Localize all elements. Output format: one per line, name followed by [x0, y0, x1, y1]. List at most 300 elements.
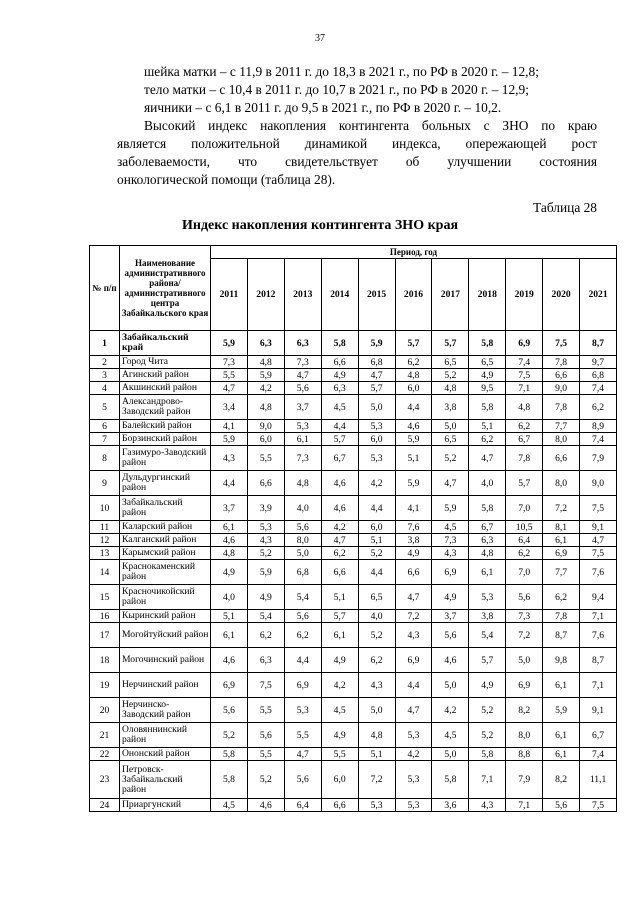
index-value: 5,6	[284, 761, 321, 799]
index-value: 5,0	[358, 395, 395, 420]
index-value: 4,0	[469, 471, 506, 496]
index-value: 6,5	[358, 585, 395, 610]
index-value: 5,6	[543, 799, 580, 812]
row-number: 11	[90, 521, 120, 534]
index-value: 4,8	[211, 547, 248, 560]
table-row	[90, 395, 617, 420]
index-value: 7,3	[284, 356, 321, 369]
index-value: 5,6	[432, 623, 469, 648]
index-value: 3,4	[211, 395, 248, 420]
index-value: 4,2	[358, 471, 395, 496]
paragraph-rates	[117, 63, 597, 117]
index-value: 4,6	[211, 648, 248, 673]
index-value: 4,6	[432, 648, 469, 673]
index-value: 4,8	[469, 547, 506, 560]
index-value: 4,9	[432, 585, 469, 610]
index-value: 6,2	[395, 356, 432, 369]
index-value: 6,2	[284, 623, 321, 648]
index-value: 8,1	[543, 521, 580, 534]
district-name: Агинский район	[120, 369, 211, 382]
index-value: 6,6	[321, 799, 358, 812]
district-name: Карымский район	[120, 547, 211, 560]
index-value: 7,4	[580, 382, 617, 395]
index-value: 5,7	[321, 610, 358, 623]
index-value: 8,7	[580, 331, 617, 356]
index-value: 5,2	[469, 723, 506, 748]
index-value: 4,9	[211, 560, 248, 585]
district-name: Оловяннинский район	[120, 723, 211, 748]
district-name: Город Чита	[120, 356, 211, 369]
header-year: 2015	[358, 259, 395, 331]
index-value: 6,2	[469, 433, 506, 446]
index-value: 4,5	[432, 521, 469, 534]
index-value: 4,5	[321, 698, 358, 723]
row-number: 1	[90, 331, 120, 356]
index-value: 5,4	[284, 585, 321, 610]
text-line: тело матки – с 10,4 в 2011 г. до 10,7 в 2021 г., по РФ в 2020 г. – 12,9;	[144, 82, 529, 97]
index-value: 3,7	[211, 496, 248, 521]
row-number: 15	[90, 585, 120, 610]
index-value: 6,3	[284, 331, 321, 356]
index-value: 5,8	[469, 748, 506, 761]
table-row	[90, 433, 617, 446]
index-value: 6,5	[432, 356, 469, 369]
header-num: № п/п	[90, 246, 120, 331]
district-name: Акшинский район	[120, 382, 211, 395]
index-value: 4,2	[432, 698, 469, 723]
index-value: 5,2	[211, 723, 248, 748]
district-name: Краснокаменский район	[120, 560, 211, 585]
header-year: 2020	[543, 259, 580, 331]
index-value: 6,2	[506, 420, 543, 433]
table-row	[90, 369, 617, 382]
table-row	[90, 610, 617, 623]
text-line: является положительной динамикой индекса, опережающей рост	[117, 136, 597, 151]
district-name: Борзинский район	[120, 433, 211, 446]
header-year: 2011	[211, 259, 248, 331]
index-value: 3,8	[395, 534, 432, 547]
index-value: 6,0	[358, 521, 395, 534]
index-value: 4,3	[469, 799, 506, 812]
index-value: 9,0	[580, 471, 617, 496]
table-row	[90, 331, 617, 356]
index-value: 7,5	[506, 369, 543, 382]
index-value: 5,6	[247, 723, 284, 748]
district-name: Кыринский район	[120, 610, 211, 623]
row-number: 17	[90, 623, 120, 648]
index-value: 5,8	[321, 331, 358, 356]
index-value: 5,3	[395, 799, 432, 812]
header-year: 2017	[432, 259, 469, 331]
header-year: 2012	[247, 259, 284, 331]
district-name: Ононский район	[120, 748, 211, 761]
table-row	[90, 623, 617, 648]
index-value: 5,9	[395, 471, 432, 496]
index-value: 6,5	[469, 356, 506, 369]
index-value: 8,0	[543, 433, 580, 446]
index-value: 9,1	[580, 698, 617, 723]
index-value: 4,0	[358, 610, 395, 623]
index-value: 7,1	[469, 761, 506, 799]
index-value: 5,3	[358, 446, 395, 471]
index-value: 7,6	[395, 521, 432, 534]
district-name: Александрово-Заводский район	[120, 395, 211, 420]
index-value: 6,9	[395, 648, 432, 673]
index-value: 4,3	[432, 547, 469, 560]
index-value: 7,8	[543, 610, 580, 623]
index-value: 5,0	[432, 420, 469, 433]
table-row	[90, 420, 617, 433]
district-name: Нерчинский район	[120, 673, 211, 698]
index-value: 3,9	[247, 496, 284, 521]
index-value: 4,2	[395, 748, 432, 761]
index-value: 7,3	[506, 610, 543, 623]
index-value: 7,8	[506, 446, 543, 471]
index-value: 5,0	[284, 547, 321, 560]
index-value: 6,1	[284, 433, 321, 446]
header-name: Наименование административного района/ административного центра Забайкальского края	[120, 246, 211, 331]
district-name: Петровск-Забайкальский район	[120, 761, 211, 799]
index-value: 4,7	[284, 369, 321, 382]
index-value: 4,3	[247, 534, 284, 547]
district-name: Забайкальский край	[120, 331, 211, 356]
index-value: 8,0	[543, 471, 580, 496]
index-value: 4,6	[321, 471, 358, 496]
row-number: 8	[90, 446, 120, 471]
index-value: 6,1	[543, 748, 580, 761]
index-value: 9,0	[247, 420, 284, 433]
index-value: 6,7	[580, 723, 617, 748]
index-value: 7,3	[211, 356, 248, 369]
index-value: 6,3	[247, 331, 284, 356]
index-value: 4,5	[432, 723, 469, 748]
index-value: 5,3	[284, 698, 321, 723]
index-value: 5,5	[247, 748, 284, 761]
index-value: 5,0	[358, 698, 395, 723]
page-number: 37	[315, 33, 325, 44]
accumulation-index-table	[89, 245, 617, 812]
index-value: 5,4	[247, 610, 284, 623]
index-value: 5,2	[247, 761, 284, 799]
district-name: Могочинский район	[120, 648, 211, 673]
index-value: 7,2	[358, 761, 395, 799]
table-row	[90, 534, 617, 547]
index-value: 4,9	[247, 585, 284, 610]
index-value: 4,1	[395, 496, 432, 521]
row-number: 24	[90, 799, 120, 812]
index-value: 8,9	[580, 420, 617, 433]
index-value: 4,9	[395, 547, 432, 560]
index-value: 3,8	[469, 610, 506, 623]
district-name: Забайкальский район	[120, 496, 211, 521]
table-row	[90, 547, 617, 560]
index-value: 4,2	[321, 521, 358, 534]
index-value: 4,8	[247, 356, 284, 369]
index-value: 3,6	[432, 799, 469, 812]
index-value: 6,1	[543, 673, 580, 698]
index-value: 4,6	[321, 496, 358, 521]
index-value: 6,9	[506, 331, 543, 356]
table-row	[90, 560, 617, 585]
index-value: 4,8	[395, 369, 432, 382]
index-value: 5,8	[432, 761, 469, 799]
index-value: 4,9	[321, 648, 358, 673]
index-value: 5,8	[469, 331, 506, 356]
index-value: 5,2	[469, 698, 506, 723]
index-value: 4,9	[321, 723, 358, 748]
index-value: 5,8	[469, 496, 506, 521]
index-value: 6,9	[211, 673, 248, 698]
index-value: 5,4	[469, 623, 506, 648]
index-value: 5,9	[247, 560, 284, 585]
index-value: 3,8	[432, 395, 469, 420]
index-value: 6,0	[395, 382, 432, 395]
index-value: 5,7	[395, 331, 432, 356]
index-value: 4,7	[358, 369, 395, 382]
index-value: 8,0	[284, 534, 321, 547]
index-value: 5,3	[395, 723, 432, 748]
index-value: 6,4	[506, 534, 543, 547]
text-line: яичники – с 6,1 в 2011 г. до 9,5 в 2021 г., по РФ в 2020 г. – 10,2.	[144, 100, 502, 115]
index-value: 7,2	[543, 496, 580, 521]
text-line: онкологической помощи (таблица 28).	[117, 172, 336, 187]
index-value: 6,3	[469, 534, 506, 547]
index-value: 7,6	[580, 623, 617, 648]
table-row	[90, 673, 617, 698]
index-value: 5,7	[469, 648, 506, 673]
index-value: 5,5	[247, 698, 284, 723]
index-value: 5,9	[395, 433, 432, 446]
row-number: 19	[90, 673, 120, 698]
index-value: 4,6	[211, 534, 248, 547]
row-number: 22	[90, 748, 120, 761]
index-value: 5,9	[247, 369, 284, 382]
index-value: 5,1	[358, 748, 395, 761]
index-value: 4,6	[395, 420, 432, 433]
row-number: 13	[90, 547, 120, 560]
index-value: 5,7	[432, 331, 469, 356]
index-value: 10,5	[506, 521, 543, 534]
index-value: 9,8	[543, 648, 580, 673]
index-value: 4,7	[321, 534, 358, 547]
district-name: Могойтуйский район	[120, 623, 211, 648]
paragraph-summary	[117, 117, 597, 189]
table-row	[90, 723, 617, 748]
index-value: 5,3	[358, 420, 395, 433]
table-row	[90, 521, 617, 534]
index-value: 4,4	[321, 420, 358, 433]
district-name: Калганский район	[120, 534, 211, 547]
index-value: 6,6	[321, 560, 358, 585]
index-value: 8,2	[506, 698, 543, 723]
index-value: 5,9	[358, 331, 395, 356]
index-value: 6,9	[543, 547, 580, 560]
row-number: 10	[90, 496, 120, 521]
header-year: 2014	[321, 259, 358, 331]
index-value: 6,6	[321, 356, 358, 369]
index-value: 4,1	[211, 420, 248, 433]
index-value: 5,6	[284, 382, 321, 395]
index-value: 5,5	[321, 748, 358, 761]
index-value: 5,1	[321, 585, 358, 610]
index-value: 7,1	[580, 610, 617, 623]
index-value: 5,0	[432, 673, 469, 698]
row-number: 7	[90, 433, 120, 446]
index-value: 5,2	[247, 547, 284, 560]
index-value: 7,5	[543, 331, 580, 356]
index-value: 5,6	[506, 585, 543, 610]
index-value: 7,8	[543, 356, 580, 369]
index-value: 4,9	[321, 369, 358, 382]
index-value: 5,9	[211, 433, 248, 446]
index-value: 4,7	[469, 446, 506, 471]
header-year: 2016	[395, 259, 432, 331]
index-value: 4,4	[211, 471, 248, 496]
table-row	[90, 648, 617, 673]
index-value: 6,1	[211, 521, 248, 534]
index-value: 7,1	[580, 673, 617, 698]
index-value: 11,1	[580, 761, 617, 799]
index-value: 9,4	[580, 585, 617, 610]
index-value: 4,8	[247, 395, 284, 420]
index-value: 5,2	[358, 547, 395, 560]
index-value: 4,7	[580, 534, 617, 547]
index-value: 7,0	[506, 496, 543, 521]
index-value: 5,3	[247, 521, 284, 534]
index-value: 5,7	[321, 433, 358, 446]
district-name: Дульдургинский район	[120, 471, 211, 496]
index-value: 6,2	[543, 585, 580, 610]
row-number: 20	[90, 698, 120, 723]
index-value: 5,9	[211, 331, 248, 356]
district-name: Нерчинско-Заводский район	[120, 698, 211, 723]
table-number: Таблица 28	[533, 200, 597, 215]
header-year: 2018	[469, 259, 506, 331]
index-value: 5,2	[358, 623, 395, 648]
index-value: 5,1	[395, 446, 432, 471]
index-value: 8,0	[506, 723, 543, 748]
index-value: 5,1	[358, 534, 395, 547]
index-value: 4,7	[432, 471, 469, 496]
index-value: 4,2	[321, 673, 358, 698]
index-value: 6,1	[543, 534, 580, 547]
district-name: Каларский район	[120, 521, 211, 534]
index-value: 5,3	[358, 799, 395, 812]
index-value: 4,0	[284, 496, 321, 521]
index-value: 4,7	[395, 585, 432, 610]
index-value: 4,6	[247, 799, 284, 812]
row-number: 14	[90, 560, 120, 585]
index-value: 5,6	[284, 610, 321, 623]
table-row	[90, 585, 617, 610]
index-value: 7,2	[506, 623, 543, 648]
index-value: 7,3	[432, 534, 469, 547]
index-value: 5,3	[469, 585, 506, 610]
index-value: 4,4	[395, 673, 432, 698]
index-value: 5,3	[395, 761, 432, 799]
index-value: 6,9	[432, 560, 469, 585]
index-value: 5,2	[432, 369, 469, 382]
index-value: 5,8	[469, 395, 506, 420]
index-value: 5,7	[506, 471, 543, 496]
index-value: 4,7	[395, 698, 432, 723]
index-value: 4,4	[358, 496, 395, 521]
index-value: 5,0	[432, 748, 469, 761]
text-line: заболеваемости, что свидетельствует об улучшении состояния	[117, 154, 597, 169]
index-value: 7,1	[506, 382, 543, 395]
index-value: 6,0	[321, 761, 358, 799]
index-value: 4,9	[469, 673, 506, 698]
index-value: 4,0	[211, 585, 248, 610]
index-value: 6,6	[543, 446, 580, 471]
table-row	[90, 748, 617, 761]
index-value: 4,3	[395, 623, 432, 648]
index-value: 7,2	[395, 610, 432, 623]
header-year: 2019	[506, 259, 543, 331]
row-number: 3	[90, 369, 120, 382]
index-value: 6,6	[395, 560, 432, 585]
index-value: 6,1	[543, 723, 580, 748]
index-value: 6,8	[358, 356, 395, 369]
index-value: 6,7	[321, 446, 358, 471]
index-value: 9,7	[580, 356, 617, 369]
index-value: 5,5	[284, 723, 321, 748]
index-value: 4,4	[358, 560, 395, 585]
index-value: 6,2	[247, 623, 284, 648]
index-value: 5,8	[211, 748, 248, 761]
index-value: 6,0	[247, 433, 284, 446]
index-value: 9,5	[469, 382, 506, 395]
index-value: 5,3	[284, 420, 321, 433]
index-value: 6,2	[321, 547, 358, 560]
index-value: 5,2	[432, 446, 469, 471]
index-value: 6,2	[506, 547, 543, 560]
index-value: 6,9	[506, 673, 543, 698]
table-row	[90, 356, 617, 369]
index-value: 7,9	[580, 446, 617, 471]
index-value: 7,5	[247, 673, 284, 698]
index-value: 4,3	[211, 446, 248, 471]
index-value: 6,7	[469, 521, 506, 534]
index-value: 5,6	[211, 698, 248, 723]
index-value: 5,9	[543, 698, 580, 723]
index-value: 9,0	[543, 382, 580, 395]
index-value: 7,5	[580, 547, 617, 560]
index-value: 7,4	[580, 748, 617, 761]
index-value: 4,7	[284, 748, 321, 761]
index-value: 9,1	[580, 521, 617, 534]
index-value: 5,8	[211, 761, 248, 799]
index-value: 5,0	[506, 648, 543, 673]
table-row	[90, 761, 617, 799]
index-value: 5,7	[358, 382, 395, 395]
index-value: 6,5	[432, 433, 469, 446]
index-value: 4,8	[358, 723, 395, 748]
table-title: Индекс накопления контингента ЗНО края	[181, 218, 459, 233]
index-value: 3,7	[284, 395, 321, 420]
index-value: 4,8	[506, 395, 543, 420]
index-value: 8,7	[580, 648, 617, 673]
index-value: 6,1	[469, 560, 506, 585]
index-value: 4,5	[211, 799, 248, 812]
table-row	[90, 496, 617, 521]
index-value: 7,4	[506, 356, 543, 369]
text-line: шейка матки – с 11,9 в 2011 г. до 18,3 в 2021 г., по РФ в 2020 г. – 12,8;	[144, 64, 539, 79]
index-value: 4,8	[432, 382, 469, 395]
index-value: 6,4	[284, 799, 321, 812]
index-value: 5,6	[284, 521, 321, 534]
row-number: 9	[90, 471, 120, 496]
